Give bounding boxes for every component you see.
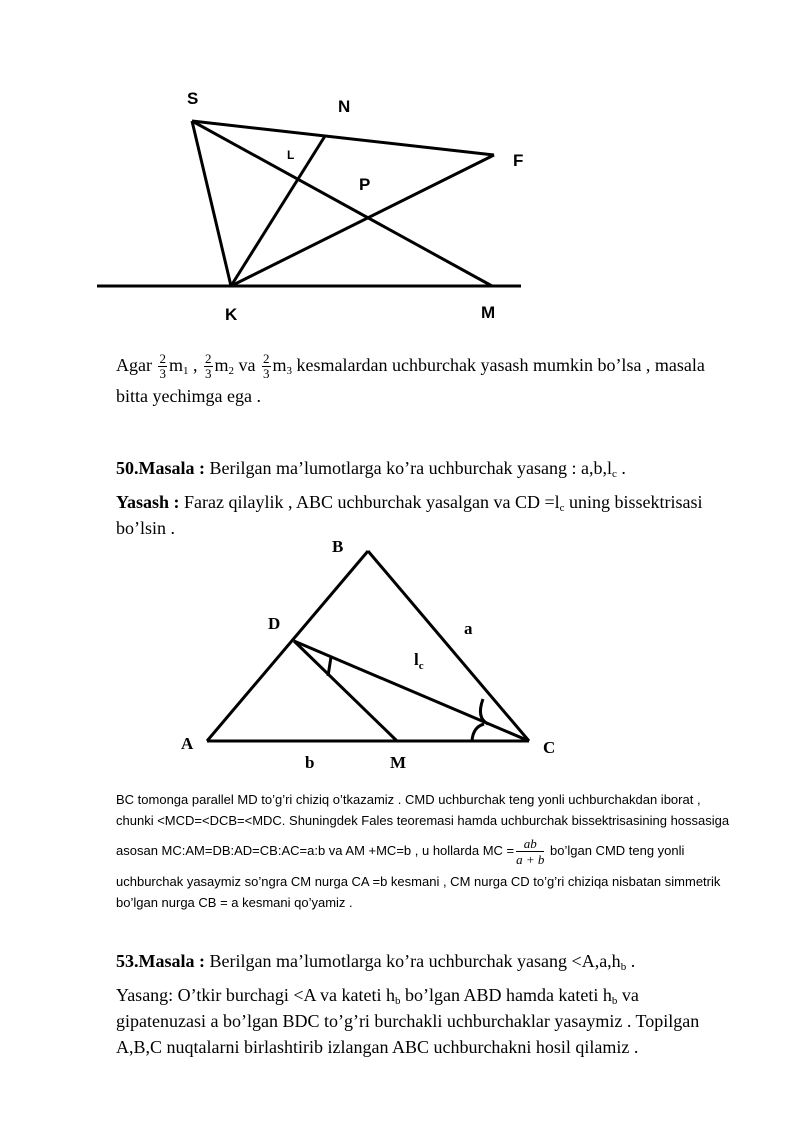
segment-DM — [294, 641, 397, 741]
label-A: A — [181, 734, 194, 753]
side-AB — [207, 551, 368, 741]
paragraph-construction — [116, 791, 776, 912]
angle-arc-D — [328, 657, 331, 676]
paragraph-construction-line2: chunki <MCD=<DCB=<MDC. Shuningdek Fales teoremasi hamda uchburchak bissektrisasining hossasiga — [116, 813, 730, 828]
figure-1-diagram — [0, 0, 800, 340]
paragraph-construction-line5: bo’lgan nurga CB = a kesmani qo’yamiz . — [116, 895, 353, 910]
side-BC — [368, 551, 529, 741]
paragraph-construction-line4: uchburchak yasaymiz so’ngra CM nurga CA =b kesmani , CM nurga CD to’g’ri chiziqa nisbatan simmetrik — [116, 874, 721, 889]
label-F: F — [513, 151, 524, 170]
label-C: C — [543, 738, 556, 757]
label-b: b — [305, 753, 315, 772]
label-B: B — [332, 537, 344, 556]
fraction-ab-over-a-plus-b: $\frac{ab}{a + b}$ — [516, 836, 545, 867]
label-M: M — [481, 303, 496, 322]
segment-SK — [192, 121, 231, 286]
paragraph-construction-line3: asosan MC:AM=DB:AD=CB:AC=a:b va AM +MC=b , u hollarda MC = $\frac{ab}{a + b}$ bo’lgan CMD teng yonli — [116, 836, 685, 867]
label-D: D — [268, 614, 281, 633]
problem-53-heading: 53.Masala : Berilgan ma’lumotlarga ko’ra uchburchak yasang $<A,a,h_b$ . — [116, 951, 636, 973]
label-K: K — [225, 305, 238, 324]
bisector-CD — [294, 641, 529, 741]
label-M: M — [390, 753, 407, 772]
fraction-two-thirds: $\frac{2}{3}$ — [263, 351, 270, 382]
label-L: L — [287, 148, 295, 162]
angle-arc-C-inner — [472, 724, 484, 741]
label-a: a — [464, 619, 473, 638]
label-S: S — [187, 89, 199, 108]
angle-arc-C-outer — [480, 699, 488, 724]
label-N: N — [338, 97, 351, 116]
paragraph-construction-line1: BC tomonga parallel MD to’g’ri chiziq o’tkazamiz . CMD uchburchak teng yonli uchburchakdan iborat , — [116, 792, 701, 807]
paragraph-condition — [116, 352, 756, 409]
problem-50-title: 50.Masala : — [116, 458, 205, 478]
label-lc: $l_c$ — [414, 650, 424, 672]
paragraph-condition-line2: bitta yechimga ega . — [116, 386, 261, 407]
problem-53-solution: Yasang: O’tkir burchagi <A va kateti $h_b$ bo’lgan ABD hamda kateti $h_b$ va gipatenuzasi a bo’lgan BDC to’g’ri burchakli uchburchaklar yasaymiz . Topilgan A,B,C nuqtalarni birlashtirib izlangan ABC uchburchakni hosil qilamiz . — [116, 985, 700, 1057]
solution-intro: Yasash : Faraz qilaylik , ABC uchburchak yasalgan va CD $=l_c$ uning bissektrisasi bo’lsin . — [116, 492, 703, 538]
paragraph-condition-line1: Agar $\frac{2}{3}$ $m_1$ , $\frac{2}{3}$ $m_2$ va $\frac{2}{3}$ $m_3$ kesmalardan uchburchak yasash mumkin bo’lsa , masala — [116, 351, 705, 382]
segment-SM — [192, 121, 492, 286]
figure-2-triangle-diagram — [0, 530, 800, 780]
fraction-two-thirds: $\frac{2}{3}$ — [159, 351, 166, 382]
segment-SF — [192, 121, 494, 155]
problem-50-heading: 50.Masala : Berilgan ma’lumotlarga ko’ra uchburchak yasang : $a,b,l_c$ . — [116, 458, 626, 480]
fraction-two-thirds: $\frac{2}{3}$ — [205, 351, 212, 382]
label-P: P — [359, 175, 371, 194]
solution-title: Yasash : — [116, 492, 180, 512]
problem-53-title: 53.Masala : — [116, 951, 205, 971]
